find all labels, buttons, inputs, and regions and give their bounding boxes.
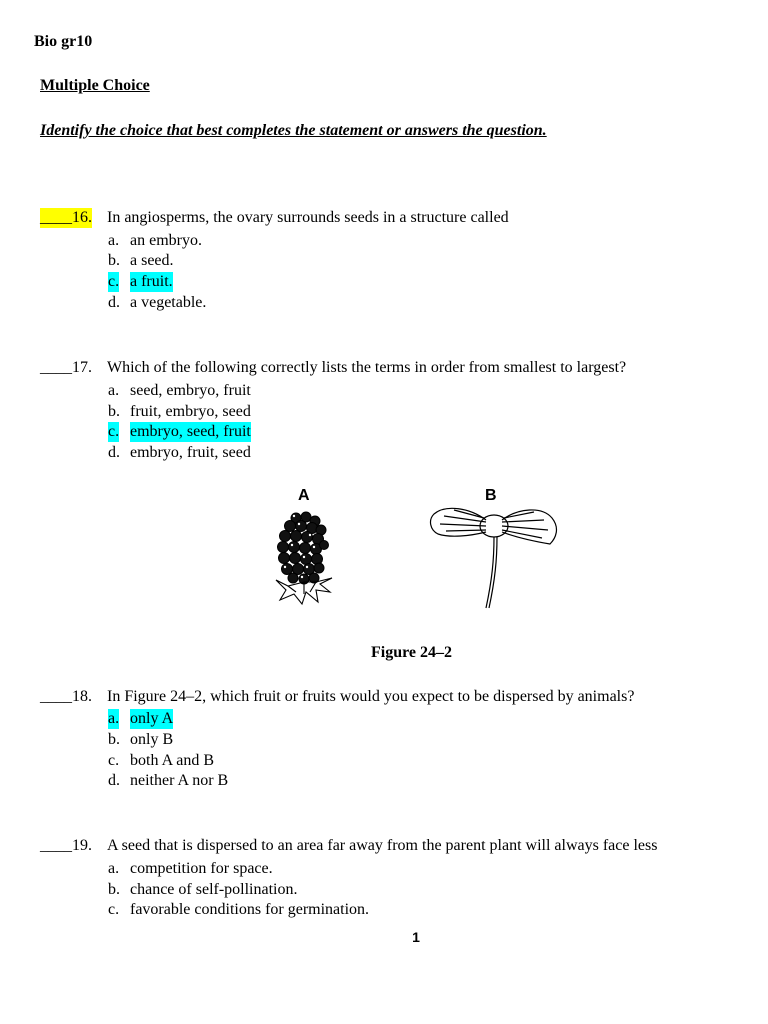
- option-text: a seed.: [130, 252, 174, 269]
- figure-label-b: B: [485, 487, 497, 504]
- option-letter: c.: [108, 423, 120, 440]
- option-text: favorable conditions for germination.: [130, 901, 370, 918]
- option-text: both A and B: [130, 752, 215, 769]
- course-title: Bio gr10: [34, 33, 93, 50]
- question-stem: Which of the following correctly lists the terms in order from smallest to largest?: [107, 359, 627, 376]
- option-text: a fruit.: [130, 273, 173, 290]
- question-number: ____17.: [40, 359, 92, 376]
- question-number: ____16.: [40, 209, 92, 226]
- option-letter: b.: [108, 881, 120, 898]
- instructions: Identify the choice that best completes the statement or answers the question.: [40, 122, 547, 139]
- option-text: neither A nor B: [130, 772, 229, 789]
- option-letter: a.: [108, 710, 120, 727]
- figure-24-2: [262, 484, 564, 614]
- question-stem: In angiosperms, the ovary surrounds seeds in a structure called: [107, 209, 509, 226]
- question-number: ____18.: [40, 688, 92, 705]
- figure-caption: Figure 24–2: [371, 644, 453, 661]
- option-text: seed, embryo, fruit: [130, 382, 251, 399]
- option-text: fruit, embryo, seed: [130, 403, 251, 420]
- blackberry-fruit-icon: [266, 508, 342, 608]
- option-text: an embryo.: [130, 232, 202, 249]
- option-letter: d.: [108, 444, 120, 461]
- section-title: Multiple Choice: [40, 77, 150, 94]
- question-stem: A seed that is dispersed to an area far away from the parent plant will always face less: [107, 837, 658, 854]
- option-letter: c.: [108, 273, 120, 290]
- option-letter: b.: [108, 403, 120, 420]
- question-stem: In Figure 24–2, which fruit or fruits would you expect to be dispersed by animals?: [107, 688, 635, 705]
- option-text: embryo, fruit, seed: [130, 444, 251, 461]
- option-letter: a.: [108, 860, 120, 877]
- option-text: a vegetable.: [130, 294, 207, 311]
- option-text: only A: [130, 710, 174, 727]
- option-letter: a.: [108, 382, 120, 399]
- page-number: 1: [412, 929, 420, 945]
- question-number: ____19.: [40, 837, 92, 854]
- option-text: only B: [130, 731, 174, 748]
- option-text: competition for space.: [130, 860, 273, 877]
- option-text: embryo, seed, fruit: [130, 423, 251, 440]
- maple-samara-icon: [426, 500, 562, 612]
- option-letter: c.: [108, 752, 120, 769]
- option-letter: a.: [108, 232, 120, 249]
- option-text: chance of self-pollination.: [130, 881, 298, 898]
- figure-label-a: A: [298, 487, 310, 504]
- option-letter: c.: [108, 901, 120, 918]
- option-letter: d.: [108, 772, 120, 789]
- option-letter: b.: [108, 731, 120, 748]
- option-letter: d.: [108, 294, 120, 311]
- option-letter: b.: [108, 252, 120, 269]
